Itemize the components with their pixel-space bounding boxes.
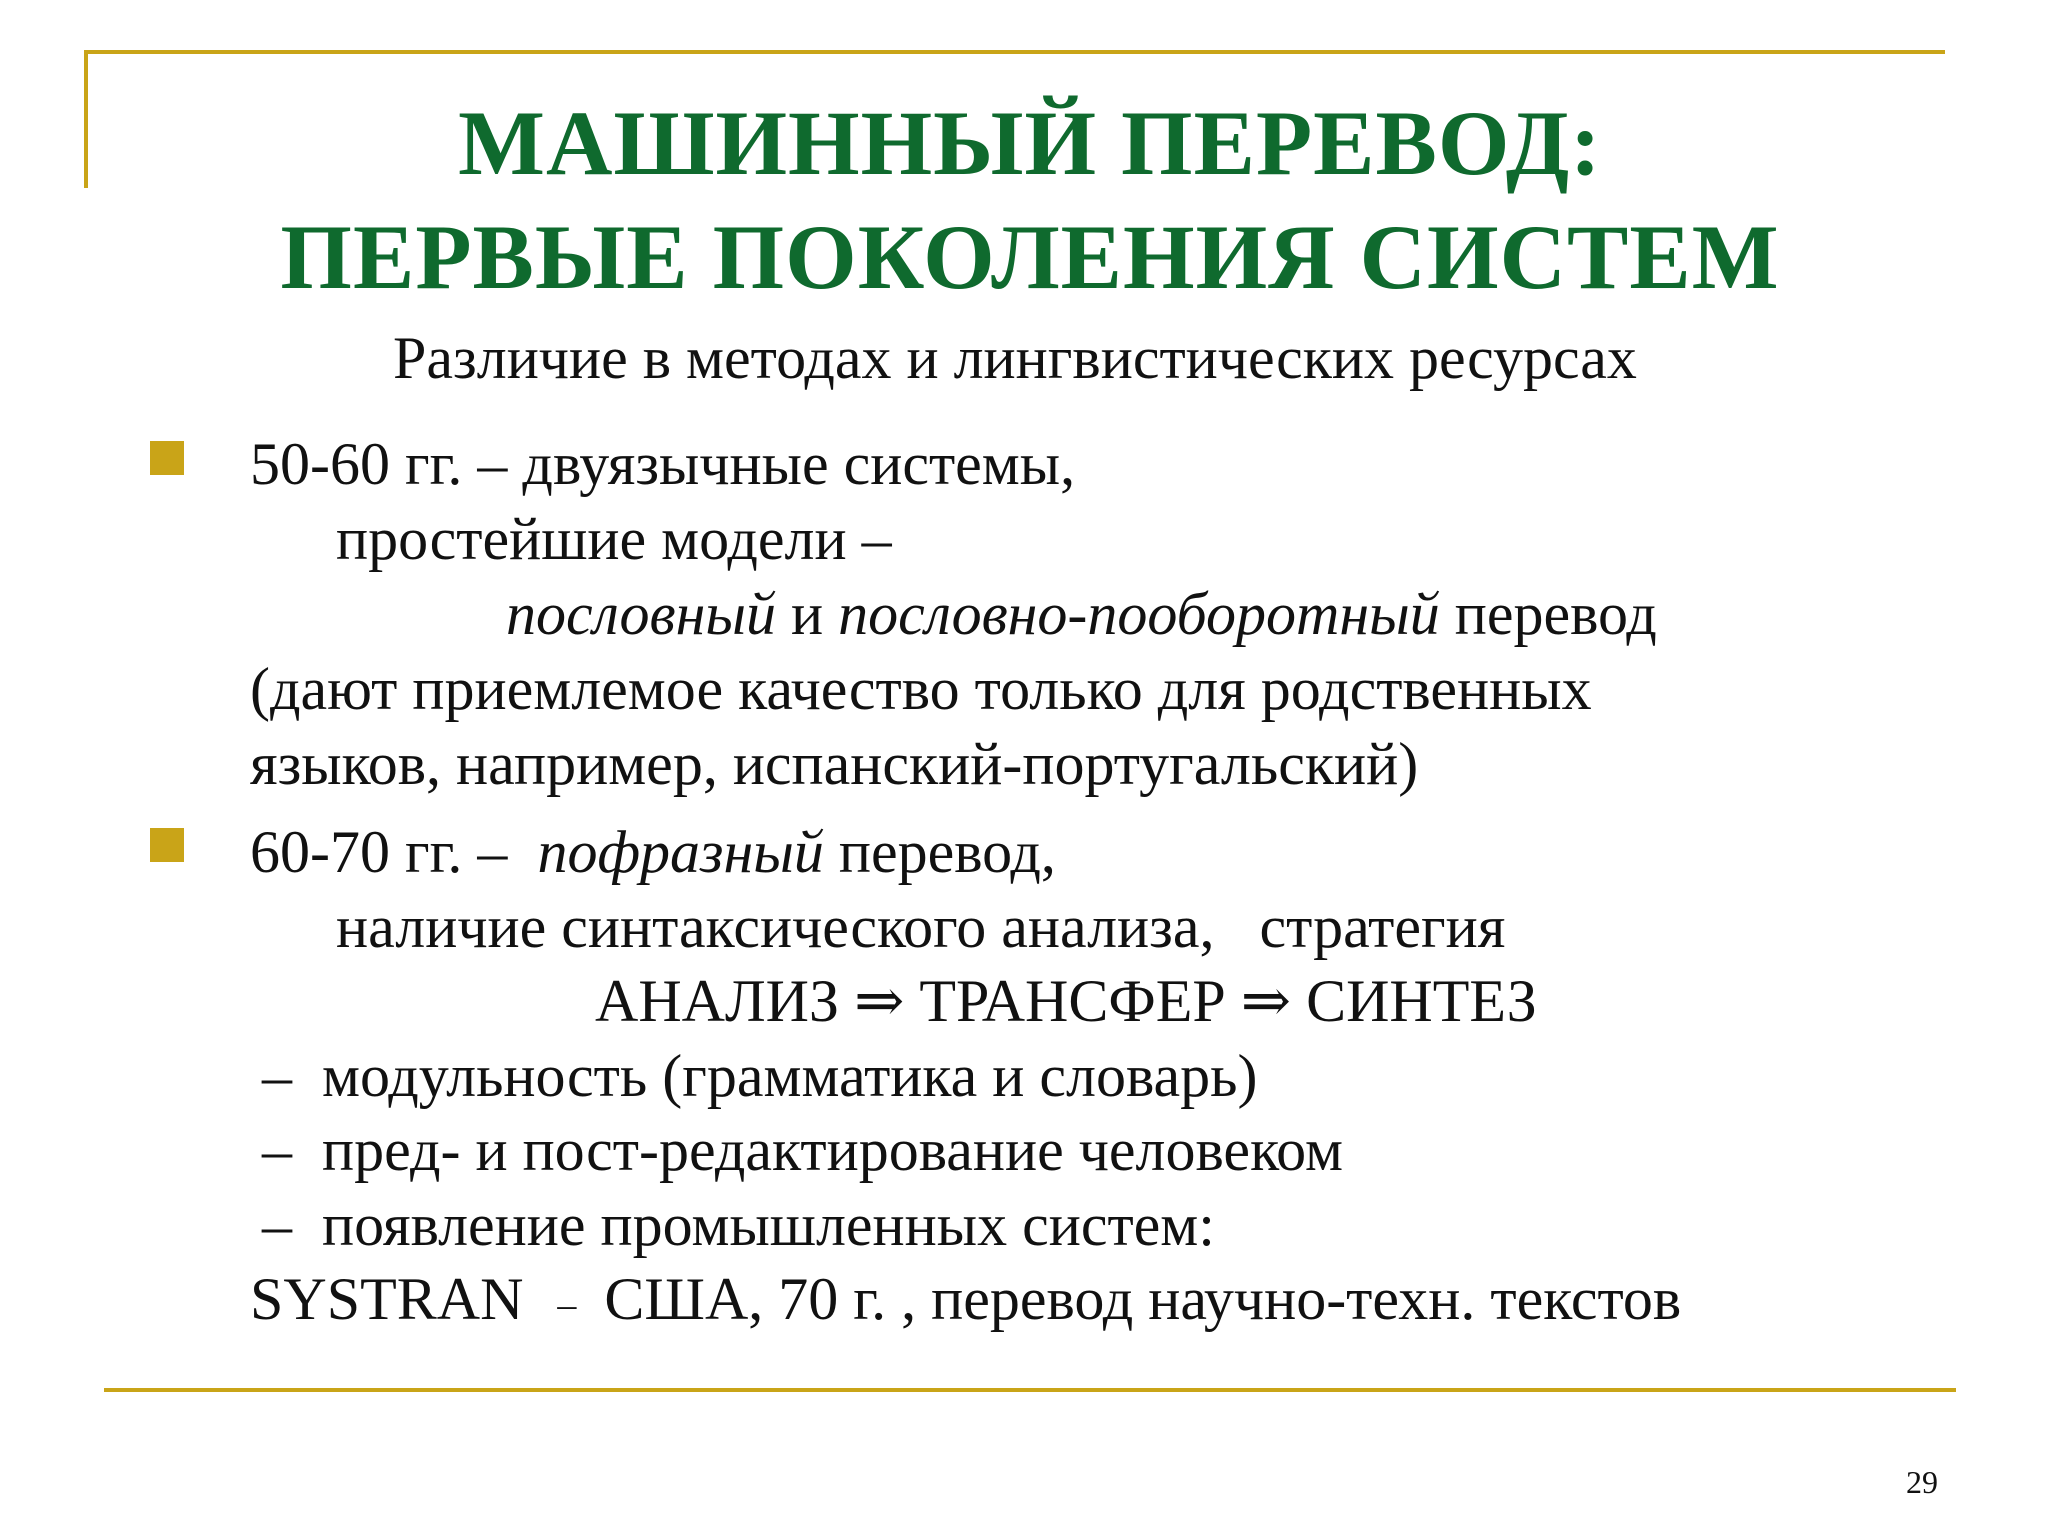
systran-name: SYSTRAN (250, 1266, 524, 1332)
bullet-marker-2 (150, 828, 184, 862)
dash-item-modularity: – модульность (грамматика и словарь) (262, 1043, 1258, 1109)
top-rule (85, 50, 1945, 54)
strategy-formula: АНАЛИЗ ⇒ ТРАНСФЕР ⇒ СИНТЕЗ (595, 968, 1537, 1034)
bottom-rule (104, 1388, 1956, 1392)
term-poslovno-pooborotny: пословно-пооборотный (838, 581, 1440, 647)
bullet1-line3-end: перевод (1439, 581, 1657, 647)
slide-title (100, 86, 1960, 314)
bullet-marker-1 (150, 441, 184, 475)
systran-line (250, 1262, 1681, 1342)
bullet1-line2: простейшие модели – (336, 506, 892, 572)
systran-description: США, 70 г. , перевод научно-техн. текстов (604, 1266, 1682, 1332)
systran-dash: – (557, 1284, 577, 1326)
dash-item-industrial: – появление промышленных систем: (262, 1192, 1215, 1258)
term-pofrazny: пофразный (537, 819, 824, 885)
bullet1-line4: (дают приемлемое качество только для родственных (250, 656, 1592, 722)
title-line-1: МАШИННЫЙ ПЕРЕВОД: (458, 92, 1602, 194)
page-number: 29 (1906, 1464, 1938, 1500)
bullet2-line1-end: перевод, (823, 819, 1056, 885)
left-rule (84, 50, 88, 188)
bullet1-line1: 50-60 гг. – двуязычные системы, (250, 431, 1076, 497)
subtitle-text: Различие в методах и лингвистических ресурсах (393, 325, 1637, 391)
bullet1-line5: языков, например, испанский-португальский) (250, 731, 1419, 797)
dash-item-editing: – пред- и пост-редактирование человеком (262, 1117, 1343, 1183)
slide-subtitle (0, 318, 2048, 398)
bullet2-line1 (250, 815, 1056, 889)
bullet2-line2: наличие синтаксического анализа, стратегия (336, 894, 1506, 960)
title-line-2: ПЕРВЫЕ ПОКОЛЕНИЯ СИСТЕМ (280, 206, 1780, 308)
bullet1-line3-mid: и (775, 581, 839, 647)
bullet2-line1-start: 60-70 гг. – (250, 819, 538, 885)
bullet1-line3 (506, 577, 1657, 651)
term-poslovny: пословный (506, 581, 776, 647)
